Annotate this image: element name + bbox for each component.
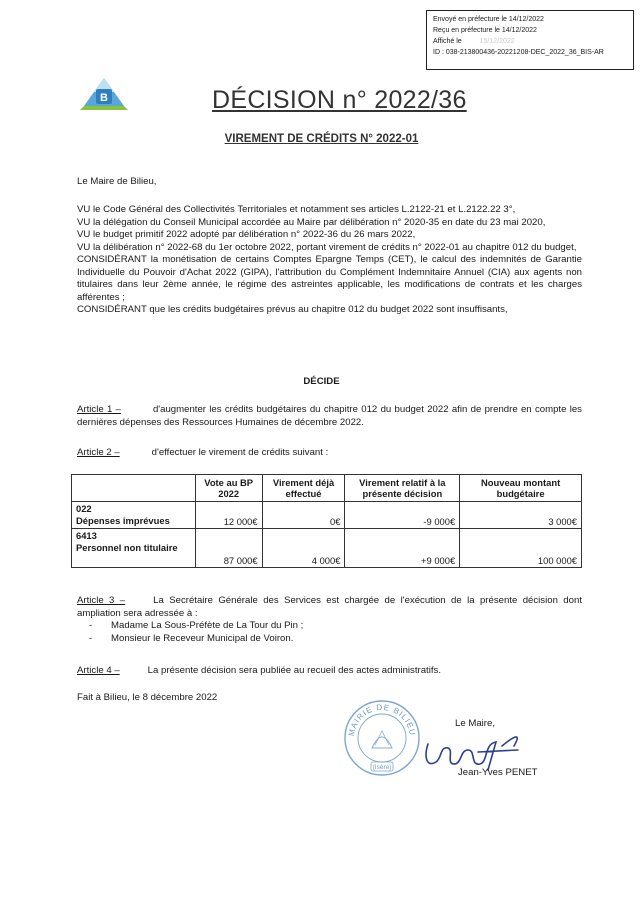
article-1 [77,404,582,429]
table-header [72,475,196,502]
cell-deja: 4 000€ [262,529,345,568]
table-header: Vote au BP 2022 [195,475,262,502]
stamp-posted-label: Affiché le [433,38,462,45]
visa-line: VU la délégation du Conseil Municipal accordée au Maire par délibération n° 2020-35 en date du 23 mai 2020, [77,216,546,228]
article-label: Article 2 – [77,447,120,458]
account-code: 6413 [76,530,97,541]
recipients-list [77,620,582,645]
table-header: Virement déjà effectué [262,475,345,502]
credits-table [71,474,582,568]
visa-line: VU le Code Général des Collectivités Territoriales et notamment ses articles L.2122-21 et L.2122.22 3°, [77,204,516,215]
page-subtitle: VIREMENT DE CRÉDITS N° 2022-01 [224,133,419,145]
table-header: Virement relatif à la présente décision [345,475,460,502]
svg-text:B: B [100,92,108,104]
account-label: Dépenses imprévues [76,515,170,526]
cell-vote: 12 000€ [195,502,262,529]
account-label: Personnel non titulaire [76,542,178,553]
cell-nouveau: 100 000€ [460,529,582,568]
stamp-posted [433,36,627,47]
cell-relatif: +9 000€ [345,529,460,568]
list-item: - Monsieur le Receveur Municipal de Voiron. [89,633,582,646]
article-text: d'augmenter les crédits budgétaires du chapitre 012 du budget 2022 afin de prendre en compte les dernières dépenses des Ressources Humaines de décembre 2022. [77,404,582,428]
cell-deja: 0€ [262,502,345,529]
cell-nouveau: 3 000€ [460,502,582,529]
prefecture-stamp [426,10,634,70]
article-text: La présente décision sera publiée au recueil des actes administratifs. [147,665,441,676]
seal-bottom-text: (Isère) [372,764,392,771]
visa-line: VU la délibération n° 2022-68 du 1er octobre 2022, portant virement de crédits n° 2022-01 au chapitre 012 du budget, [77,241,577,253]
row-account [72,502,196,529]
list-item: - Madame La Sous-Préfète de La Tour du Pin ; [89,620,582,633]
page-title: DÉCISION n° 2022/36 [212,86,467,114]
visas-block [77,204,582,317]
mayor-name: Jean-Yves PENET [458,767,538,778]
table-header-row [72,475,582,502]
row-account [72,529,196,568]
place-date: Fait à Bilieu, le 8 décembre 2022 [77,692,218,703]
mayor-title: Le Maire, [455,718,495,729]
commune-logo-icon [78,76,130,112]
stamp-sent: Envoyé en préfecture le 14/12/2022 [433,16,544,23]
article-2 [77,447,582,460]
visa-line: VU le budget primitif 2022 adopté par délibération n° 2022-36 du 26 mars 2022, [77,229,416,240]
article-label: Article 4 – [77,665,120,676]
cell-vote: 87 000€ [195,529,262,568]
article-label: Article 1 – [77,404,121,415]
decide-heading: DÉCIDE [303,376,340,387]
intro-text: Le Maire de Bilieu, [77,176,157,187]
article-text: La Secrétaire Générale des Services est chargée de l'exécution de la présente décision dont ampliation sera adressée à : [77,595,582,619]
table-row [72,502,582,529]
article-4 [77,665,582,678]
account-code: 022 [76,503,92,514]
table-header: Nouveau montant budgétaire [460,475,582,502]
mairie-seal-icon [342,698,422,778]
article-3 [77,595,582,645]
visa-line: CONSIDÉRANT que les crédits budgétaires prévus au chapitre 012 du budget 2022 sont insuffisants, [77,304,508,315]
table-row [72,529,582,568]
seal-ring-text: MAIRIE DE BILIEU [346,702,418,737]
visa-line: CONSIDÉRANT la monétisation de certains Comptes Epargne Temps (CET), le calcul des indemnités de Garantie Individuelle du Pouvoir d'Achat 2022 (GIPA), l'attribution du Complément Indemnitaire Annuel (CIA) aux agents non titulaires dans leur 2ème année, le régime des astreintes applicable, les modifications de contrats et les charges afférentes ; [77,254,582,303]
stamp-id: ID : 038-213800436-20221208-DEC_2022_36_BIS-AR [433,49,604,56]
cell-relatif: -9 000€ [345,502,460,529]
article-text: d'effectuer le virement de crédits suivant : [151,447,329,458]
stamp-received: Reçu en préfecture le 14/12/2022 [433,27,537,34]
article-label: Article 3 – [77,595,126,606]
stamp-posted-date: 15/12/2022 [479,38,515,45]
